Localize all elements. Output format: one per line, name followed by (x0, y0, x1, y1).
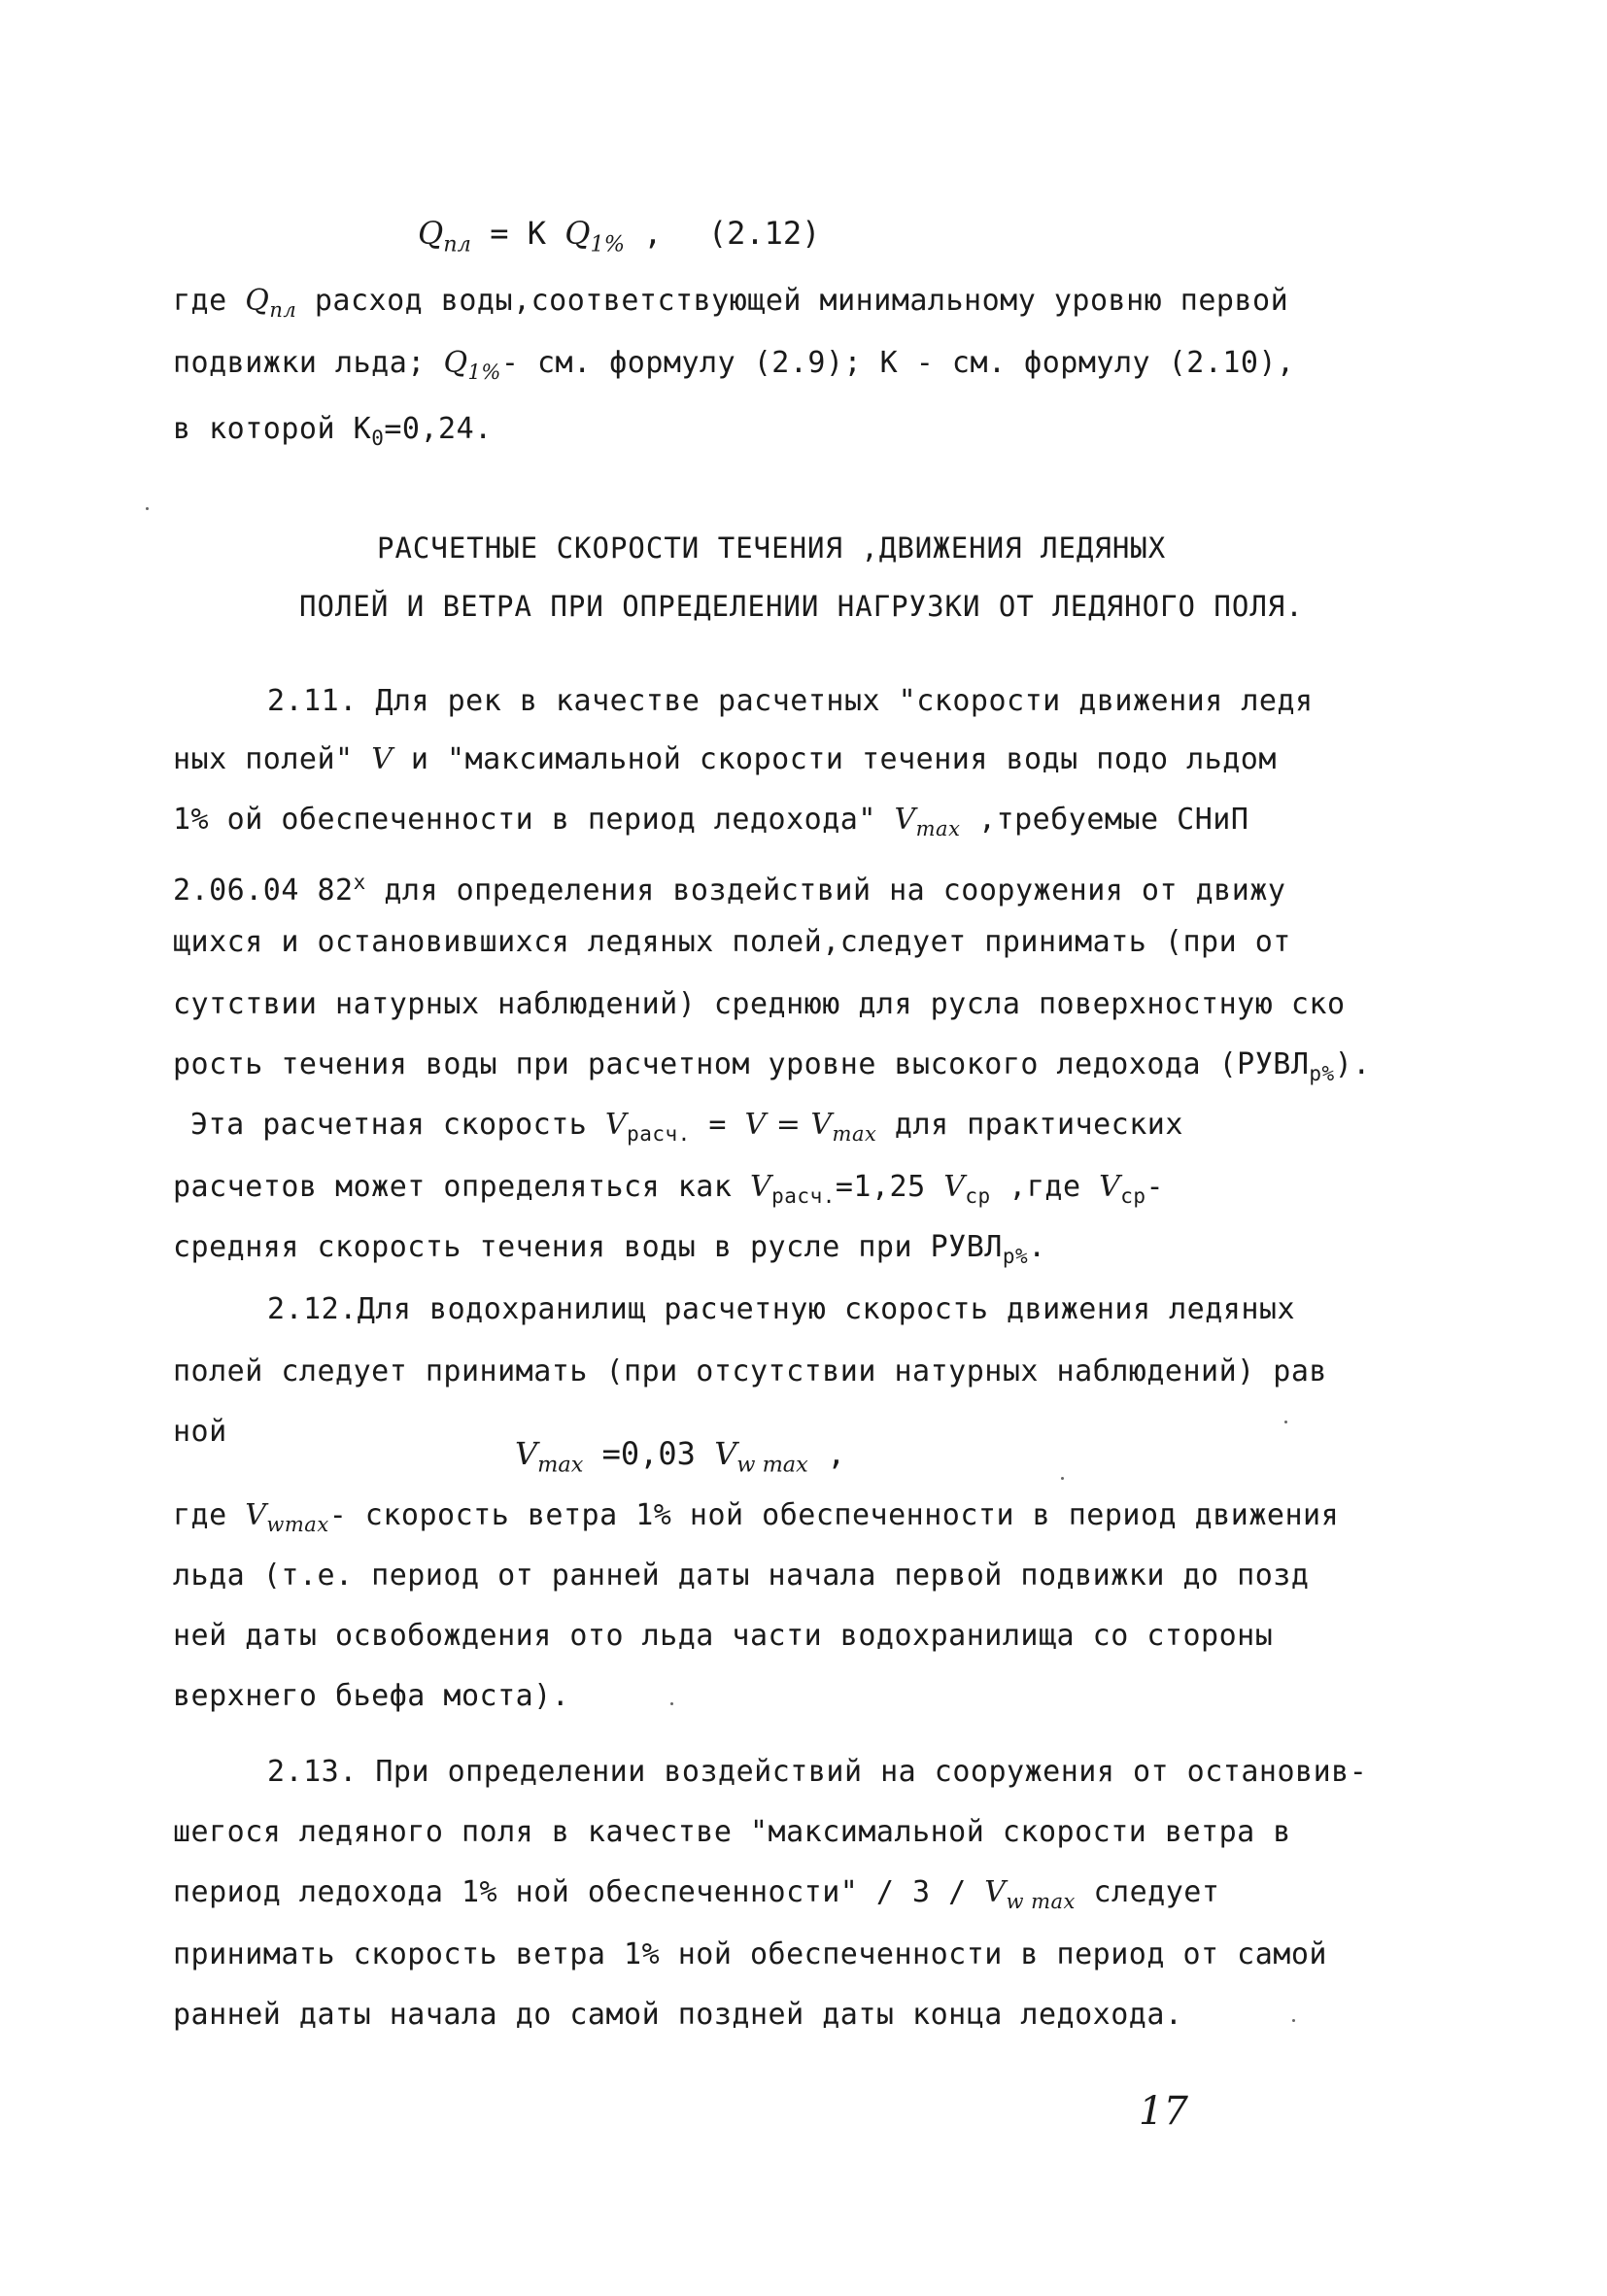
intro-line-3: в которой $К_0=0,24$. (173, 412, 493, 450)
section-heading-line-2: ПОЛЕЙ И ВЕТРА ПРИ ОПРЕДЕЛЕНИИ НАГРУЗКИ ОТ ЛЕДЯНОГО ПОЛЯ. (299, 590, 1304, 623)
p211-line-4: 2.06.04 82$^x$ для определения воздействий на сооружения от движу (173, 871, 1286, 908)
p211-line-6: сутствии натурных наблюдений) среднюю для русла поверхностную ско (173, 987, 1346, 1021)
p212-line-1: 2.12.Для водохранилищ расчетную скорость движения ледяных (267, 1292, 1296, 1326)
p212-line-4: где $V_{wmax}-$ скорость ветра 1% ной обеспеченности в период движения (173, 1498, 1340, 1536)
formula-tail: , (625, 215, 663, 252)
formula-q-sub: 1% (590, 231, 626, 257)
intro-line-1: где $Q_{пл}$ расход воды,соответствующей минимальному уровню первой (173, 284, 1289, 322)
formula-mid: = К (470, 215, 565, 252)
formula-lhs-sub: пл (443, 231, 471, 257)
p211-line-8: Эта расчетная скорость $V_{расч.} = V = V_{max}$ для практических (190, 1108, 1183, 1146)
p211-line-7: рость течения воды при расчетном уровне высокого ледохода $(РУВЛ_{р\%})$. (173, 1047, 1371, 1085)
p211-line-10: средняя скорость течения воды в русле при $РУВЛ_{р\%}$. (173, 1230, 1046, 1268)
p213-line-1: 2.13. При определении воздействий на сооружения от остановив- (267, 1755, 1368, 1789)
section-heading-line-1: РАСЧЕТНЫЕ СКОРОСТИ ТЕЧЕНИЯ ,ДВИЖЕНИЯ ЛЕДЯНЫХ (377, 531, 1167, 565)
intro-line-2: подвижки льда; $Q_{1\%}-$ см. формулу (2.9); К - см. формулу (2.10), (173, 346, 1295, 384)
p211-line-2: ных полей" V и "максимальной скорости течения воды подо льдом (173, 742, 1277, 776)
formula-2-12 (418, 214, 820, 263)
scan-speck (1284, 1421, 1287, 1423)
page-number: 17 (1139, 2089, 1188, 2134)
formula-q: Q (564, 215, 591, 252)
p212-line-7: верхнего бьефа моста). (173, 1679, 570, 1713)
p212-line-3: ной (173, 1415, 227, 1449)
p212-line-6: ней даты освобождения ото льда части водохранилища со стороны (173, 1619, 1274, 1653)
p211-line-1: 2.11. Для рек в качестве расчетных "скорости движения ледя (267, 684, 1314, 718)
scan-speck (1292, 2019, 1295, 2022)
p211-line-5: щихся и остановившихся ледяных полей,следует принимать (при от (173, 925, 1291, 959)
p213-line-4: принимать скорость ветра 1% ной обеспеченности в период от самой (173, 1937, 1327, 1971)
p213-line-2: шегося ледяного поля в качестве "максимальной скорости ветра в (173, 1815, 1291, 1849)
p213-line-5: ранней даты начала до самой поздней даты конца ледохода. (173, 1998, 1183, 2032)
formula-lhs: Q (418, 215, 444, 252)
scan-speck (1061, 1477, 1064, 1480)
formula-vmax: $V_{max} =0,03$ $V_{w max}$ , (515, 1435, 846, 1478)
p212-line-2: полей следует принимать (при отсутствии натурных наблюдений) рав (173, 1354, 1327, 1388)
scan-speck (670, 1702, 673, 1705)
scan-speck (146, 507, 149, 510)
formula-number: (2.12) (707, 215, 821, 252)
p212-line-5: льда (т.е. период от ранней даты начала первой подвижки до позд (173, 1559, 1310, 1593)
p213-line-3: период ледохода 1% ной обеспеченности" / $3 / V_{w max}$ следует (173, 1875, 1220, 1913)
p211-line-3: 1% ой обеспеченности в период ледохода" $V_{max}$ ,требуемые СНиП (173, 803, 1249, 840)
p211-line-9: расчетов может определяться как $V_{расч.}=1,25$ $V_{ср}$ ,где $V_{ср}-$ (173, 1170, 1165, 1208)
